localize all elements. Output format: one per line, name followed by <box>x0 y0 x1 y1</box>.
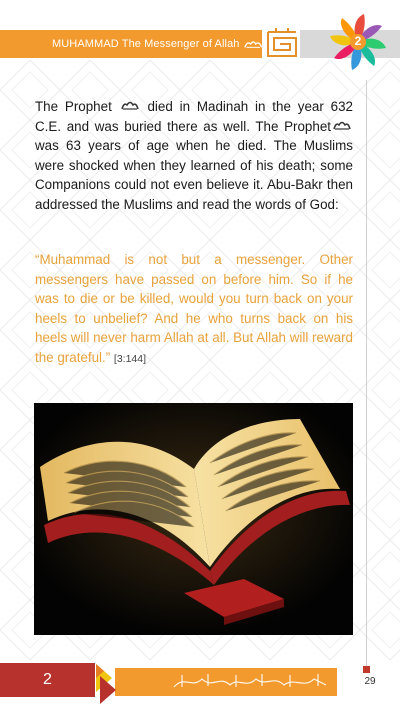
chapter-number: 2 <box>354 34 362 48</box>
header-bar <box>0 30 262 58</box>
pbuh-seal-icon <box>121 100 139 111</box>
quote-reference: [3:144] <box>113 352 147 365</box>
body-text-part-1: The Prophet <box>35 99 112 114</box>
quran-quote <box>35 250 353 370</box>
open-quran-image <box>34 403 353 635</box>
body-paragraph <box>35 97 353 215</box>
footer-chapter-number: 2 <box>43 671 52 688</box>
arabic-calligraphy-icon <box>172 671 328 693</box>
page-number: 29 <box>364 676 376 687</box>
pbuh-seal-icon <box>333 120 351 131</box>
rule-marker <box>363 666 370 673</box>
header-title: MUHAMMAD The Messenger of Allah <box>52 38 240 50</box>
footer-arrow-icon <box>92 664 116 704</box>
pbuh-seal-icon <box>244 38 262 50</box>
kufic-calligraphy-icon <box>266 26 298 58</box>
body-text-part-2: died in Madinah in the year 632 C.E. and was buried there as well. The Prophet <box>35 99 353 134</box>
body-text-part-3: was 63 years of age when he died. The Muslims were shocked when they learned of his death; some Companions could not even believe it. Abu-Bakr then addressed the Muslims and read the words of God: <box>35 138 353 212</box>
vertical-rule <box>366 80 367 670</box>
quote-text: “Muhammad is not but a messenger. Other messengers have passed on before him. So if he was to die or be killed, would you turn back on your heels to unbelief? And he who turns back on his heels will never harm Allah at all. But Allah will reward the grateful.” <box>35 252 353 365</box>
